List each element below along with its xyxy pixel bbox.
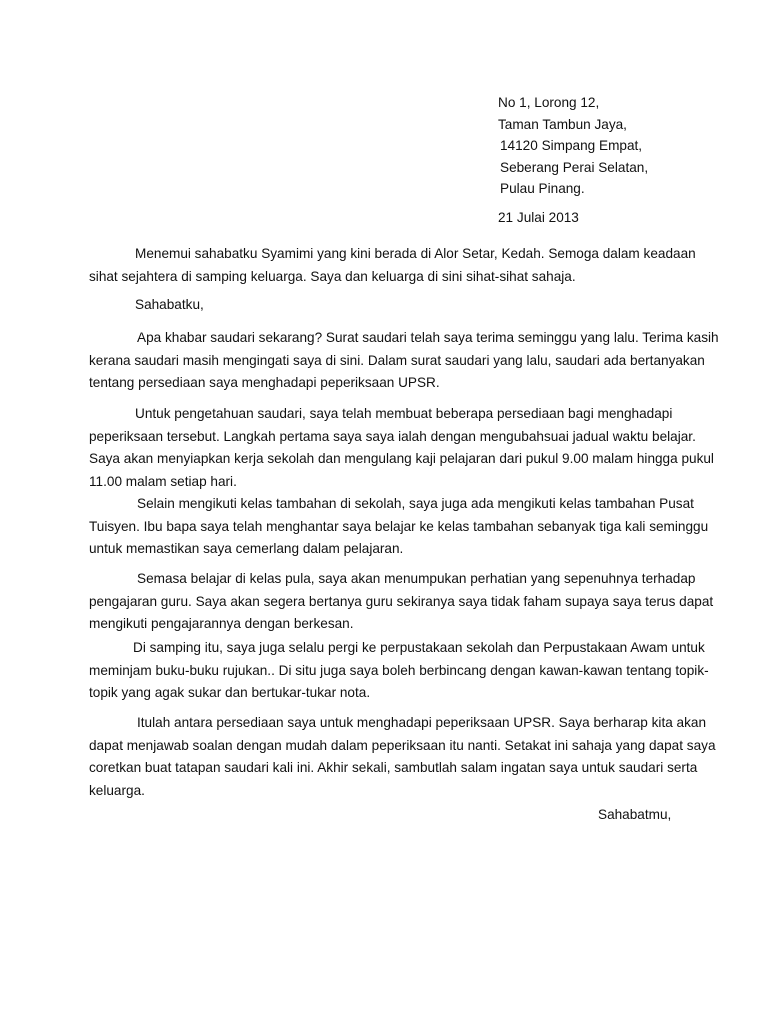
letter-date: 21 Julai 2013 bbox=[498, 210, 579, 225]
paragraph-line: Menemui sahabatku Syamimi yang kini berada di Alor Setar, Kedah. Semoga dalam keadaan bbox=[135, 246, 696, 261]
paragraph-line: Semasa belajar di kelas pula, saya akan menumpukan perhatian yang sepenuhnya terhadap bbox=[137, 571, 696, 586]
paragraph-line: coretkan buat tatapan saudari kali ini. Akhir sekali, sambutlah salam ingatan saya untuk saudari serta bbox=[89, 760, 698, 776]
address-line: Taman Tambun Jaya, bbox=[498, 116, 627, 132]
paragraph-line: Itulah antara persediaan saya untuk menghadapi peperiksaan UPSR. Saya berharap kita akan bbox=[137, 715, 707, 730]
body-paragraph-3 bbox=[89, 493, 709, 561]
paragraph-line: keluarga. bbox=[89, 782, 145, 798]
salutation: Sahabatku, bbox=[135, 297, 204, 312]
sender-address bbox=[498, 92, 738, 200]
paragraph-line: untuk memastikan saya cemerlang dalam pelajaran. bbox=[89, 541, 404, 557]
paragraph-line: dapat menjawab soalan dengan mudah dalam peperiksaan itu nanti. Setakat ini sahaja yang dapat saya bbox=[89, 737, 716, 753]
paragraph-line: kerana saudari masih mengingati saya di sini. Dalam surat saudari yang lalu, saudari ada bertanyakan bbox=[89, 352, 705, 368]
paragraph-line: topik yang agak sukar dan bertukar-tukar nota. bbox=[89, 685, 371, 701]
paragraph-line: mengikuti pengajarannya dengan berkesan. bbox=[89, 616, 354, 632]
paragraph-line: Di samping itu, saya juga selalu pergi ke perpustakaan sekolah dan Perpustakaan Awam untuk bbox=[133, 640, 705, 655]
paragraph-line: tentang persediaan saya menghadapi peperiksaan UPSR. bbox=[89, 375, 440, 391]
paragraph-line: Apa khabar saudari sekarang? Surat saudari telah saya terima seminggu yang lalu. Terima kasih bbox=[137, 330, 719, 345]
body-paragraph-4 bbox=[89, 568, 714, 636]
paragraph-line: 11.00 malam setiap hari. bbox=[89, 473, 237, 489]
body-paragraph-2 bbox=[89, 403, 714, 493]
paragraph-line: Untuk pengetahuan saudari, saya telah membuat beberapa persediaan bagi menghadapi bbox=[135, 406, 673, 421]
address-line: 14120 Simpang Empat, bbox=[500, 138, 643, 153]
body-paragraph-6 bbox=[89, 712, 716, 802]
address-line: No 1, Lorong 12, bbox=[498, 95, 600, 110]
body-paragraph-1 bbox=[89, 327, 719, 395]
address-line: Pulau Pinang. bbox=[500, 181, 585, 196]
paragraph-line: Tuisyen. Ibu bapa saya telah menghantar saya belajar ke kelas tambahan sebanyak tiga kali seminggu bbox=[89, 518, 709, 534]
opening-paragraph bbox=[89, 243, 696, 288]
paragraph-line: pengajaran guru. Saya akan segera bertanya guru sekiranya saya tidak faham supaya saya terus dapat bbox=[89, 593, 714, 609]
paragraph-line: meminjam buku-buku rujukan.. Di situ juga saya boleh berbincang dengan kawan-kawan tentang topik- bbox=[89, 662, 709, 678]
paragraph-line: sihat sejahtera di samping keluarga. Saya dan keluarga di sini sihat-sihat sahaja. bbox=[89, 268, 576, 284]
paragraph-line: Saya akan menyiapkan kerja sekolah dan mengulang kaji pelajaran dari pukul 9.00 malam hingga pukul bbox=[89, 451, 714, 467]
body-paragraph-5 bbox=[89, 637, 709, 705]
address-line: Seberang Perai Selatan, bbox=[500, 159, 649, 175]
closing-signoff: Sahabatmu, bbox=[598, 807, 672, 822]
paragraph-line: peperiksaan tersebut. Langkah pertama saya saya ialah dengan mengubahsuai jadual waktu belajar. bbox=[89, 428, 696, 444]
paragraph-line: Selain mengikuti kelas tambahan di sekolah, saya juga ada mengikuti kelas tambahan Pusat bbox=[137, 496, 694, 511]
